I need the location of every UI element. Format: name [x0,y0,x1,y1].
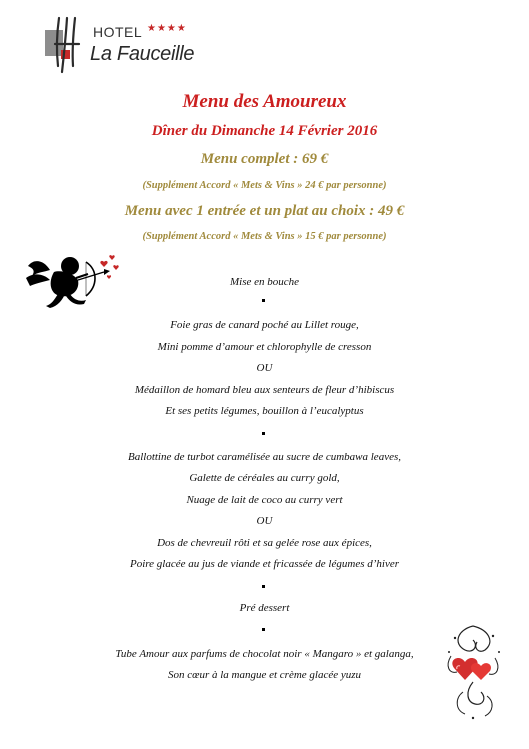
logo-red-square-icon [61,50,70,59]
or-divider-1: OU [256,362,273,374]
logo-lf-monogram-icon [55,18,79,72]
dessert-line-2: Son cœur à la mangue et crème glacée yuzu [167,669,362,681]
hearts-ornament-icon [443,622,503,720]
course-separator [262,432,265,435]
or-divider-2: OU [256,515,273,527]
wine-supplement-1: (Supplément Accord « Mets & Vins » 24 € par personne) [142,180,387,191]
entree-2-line-1: Médaillon de homard bleu aux senteurs de fleur d’hibiscus [134,384,395,396]
menu-title: Menu des Amoureux [182,91,347,112]
course-separator [262,585,265,588]
hotel-stars-icon: ★★★★ [147,23,187,34]
plat-1-line-3: Nuage de lait de coco au curry vert [186,494,343,506]
plat-1-line-1: Ballottine de turbot caramélisée au sucre de cumbawa leaves, [127,451,401,463]
plat-2-line-1: Dos de chevreuil rôti et sa gelée rose aux épices, [157,537,372,549]
course-separator [262,628,265,631]
wine-supplement-2: (Supplément Accord « Mets & Vins » 15 € par personne) [142,231,387,242]
hotel-name: La Fauceille [90,43,195,65]
hotel-label: HOTEL [93,24,143,40]
pre-dessert: Pré dessert [239,602,290,614]
mise-en-bouche: Mise en bouche [229,276,300,288]
dinner-date: Dîner du Dimanche 14 Février 2016 [151,123,378,139]
plat-2-line-2: Poire glacée au jus de viande et fricassée de légumes d’hiver [129,558,399,570]
dessert-line-1: Tube Amour aux parfums de chocolat noir « Mangaro » et galanga, [115,648,414,660]
entree-1-line-1: Foie gras de canard poché au Lillet rouge, [170,319,359,331]
menu-complet-price: Menu complet : 69 € [200,151,329,167]
course-separator [262,299,265,302]
plat-1-line-2: Galette de céréales au curry gold, [189,472,340,484]
entree-1-line-2: Mini pomme d’amour et chlorophylle de cresson [157,341,372,353]
menu-choice-price: Menu avec 1 entrée et un plat au choix : 49 € [124,203,405,219]
entree-2-line-2: Et ses petits légumes, bouillon à l’eucalyptus [165,405,364,417]
